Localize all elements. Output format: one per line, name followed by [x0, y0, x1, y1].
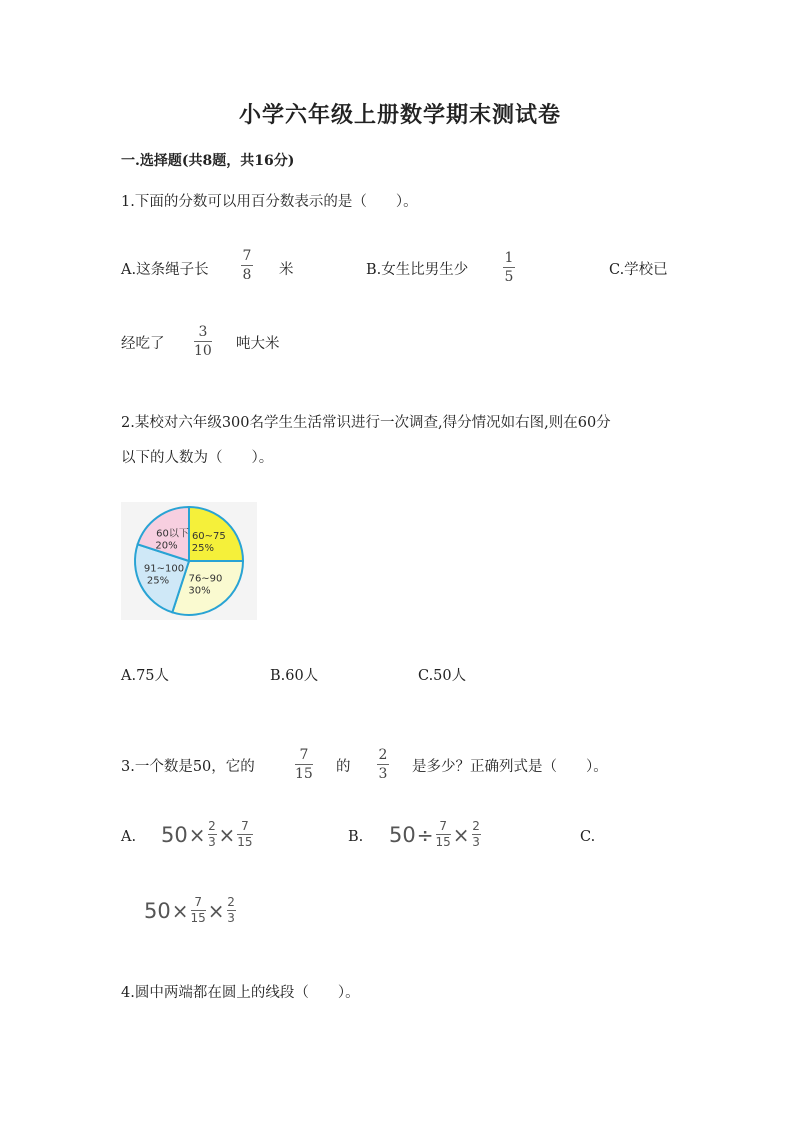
pie-slice-label: 60以下: [156, 528, 189, 540]
fraction-denominator: 15: [295, 766, 313, 782]
q1-option-b-fraction: [503, 250, 515, 285]
fraction-denominator: 10: [194, 343, 212, 359]
fraction: [191, 896, 206, 925]
fraction-bar: [194, 341, 212, 342]
q1-option-b-text: B.女生比男生少: [366, 262, 469, 278]
fraction-numerator: 7: [242, 248, 252, 264]
question-2-stem-line2: 以下的人数为（ ）。: [121, 450, 274, 466]
fraction-bar: [377, 764, 389, 765]
q1-option-c-line2: 经吃了: [121, 336, 165, 352]
fraction-numerator: 2: [227, 895, 235, 909]
fraction-numerator: 1: [504, 250, 514, 266]
operator: ÷: [416, 822, 434, 847]
q3-fraction-1: [295, 747, 313, 782]
page-title: 小学六年级上册数学期末测试卷: [238, 102, 561, 128]
q2-option-a: A.75人: [121, 668, 170, 684]
q3-option-c-label: C.: [580, 829, 596, 845]
question-3-stem-mid: 的: [336, 759, 351, 775]
q3-option-a-expression: [161, 820, 254, 849]
fraction-denominator: 5: [504, 269, 514, 285]
question-2-stem-line1: 2.某校对六年级300名学生生活常识进行一次调查,得分情况如右图,则在60分: [121, 415, 611, 431]
operator: ×: [452, 822, 470, 847]
question-3-stem-suffix: 是多少？正确列式是（ ）。: [412, 759, 608, 775]
fraction-denominator: 15: [237, 835, 253, 849]
operator: ×: [207, 898, 225, 923]
fraction: [208, 820, 217, 849]
pie-chart: [121, 502, 257, 620]
question-3-stem-prefix: 3.一个数是50，它的: [121, 759, 255, 775]
fraction-numerator: 7: [241, 819, 249, 833]
fraction-bar: [241, 265, 253, 266]
fraction-denominator: 3: [378, 766, 388, 782]
question-1-stem: 1.下面的分数可以用百分数表示的是（ ）。: [121, 194, 418, 210]
question-4-stem: 4.圆中两端都在圆上的线段（ ）。: [121, 985, 360, 1001]
number: 50: [144, 898, 171, 923]
number: 50: [389, 822, 416, 847]
fraction-denominator: 3: [472, 835, 480, 849]
operator: ×: [188, 822, 206, 847]
q3-option-b-label: B.: [348, 829, 364, 845]
operator: ×: [218, 822, 236, 847]
number: 50: [161, 822, 188, 847]
section-heading: 一.选择题(共8题，共16分): [121, 153, 295, 169]
q1-option-c-fraction: [194, 324, 212, 359]
pie-slice-value: 20%: [155, 540, 178, 552]
fraction-numerator: 3: [198, 324, 208, 340]
q3-option-b-expression: [389, 820, 482, 849]
fraction-bar: [295, 764, 313, 765]
fraction: [472, 820, 481, 849]
fraction-denominator: 8: [242, 267, 252, 283]
q1-option-a-text: A.这条绳子长: [121, 262, 209, 278]
pie-slice-value: 25%: [146, 575, 170, 587]
fraction: [227, 896, 236, 925]
q1-option-c-unit: 吨大米: [236, 336, 280, 352]
fraction: [237, 820, 252, 849]
fraction-numerator: 7: [299, 747, 309, 763]
fraction-denominator: 15: [190, 911, 206, 925]
fraction-numerator: 7: [439, 819, 447, 833]
fraction-numerator: 2: [472, 819, 480, 833]
q3-option-a-label: A.: [121, 829, 137, 845]
operator: ×: [171, 898, 189, 923]
fraction-bar: [503, 267, 515, 268]
pie-slice-value: 25%: [191, 543, 214, 555]
pie-slice-label: 91~100: [143, 563, 185, 575]
fraction-numerator: 2: [378, 747, 388, 763]
q1-option-a-fraction: [241, 248, 253, 283]
fraction-numerator: 2: [208, 819, 216, 833]
fraction-numerator: 7: [194, 895, 202, 909]
q1-option-c-text: C.学校已: [609, 262, 668, 278]
q3-option-c-expression: [144, 896, 237, 925]
fraction-denominator: 15: [435, 835, 451, 849]
pie-slice-value: 30%: [188, 585, 211, 597]
q2-option-b: B.60人: [270, 668, 319, 684]
q2-option-c: C.50人: [418, 668, 467, 684]
fraction: [436, 820, 451, 849]
fraction-denominator: 3: [208, 835, 216, 849]
q3-fraction-2: [377, 747, 389, 782]
q1-option-a-unit: 米: [279, 262, 294, 278]
pie-slice-label: 76~90: [188, 573, 223, 585]
pie-chart-figure: [121, 502, 257, 620]
fraction-denominator: 3: [227, 911, 235, 925]
pie-slice-label: 60~75: [191, 531, 226, 543]
